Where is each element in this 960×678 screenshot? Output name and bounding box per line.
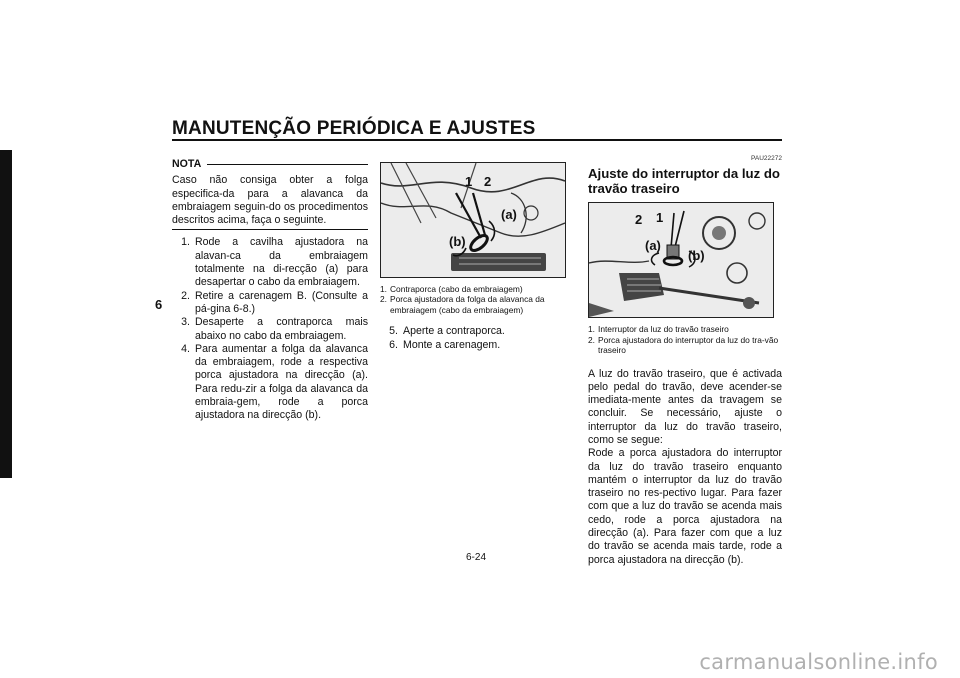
page-number: 6-24 (466, 552, 487, 563)
step-number: 2. (181, 289, 190, 302)
figure1-callout: (a) (501, 207, 517, 222)
caption-text: Porca ajustadora da folga da alavanca da embraiagem (cabo da embraiagem) (390, 294, 545, 315)
step-item (172, 343, 368, 423)
figure2-caption (588, 324, 782, 355)
caption-text: Interruptor da luz do travão traseiro (598, 324, 729, 335)
step-item (380, 325, 574, 338)
step-item (380, 339, 574, 352)
caption-number: 2. (380, 294, 387, 305)
caption-number: 2. (588, 334, 595, 345)
figure2-callout: 2 (635, 212, 643, 228)
step-text: Rode a cavilha ajustadora na alavan-ca da embraiagem totalmente na di-recção (a) para desapertar o cabo da embraiagem. (195, 236, 368, 289)
step-number: 4. (181, 342, 190, 355)
brake-switch-photo (588, 202, 774, 318)
body-paragraph: A luz do travão traseiro, que é activada pelo pedal do travão, deve acender-se imediata-mente antes da travagem se concluir. Se necessário, ajuste o interruptor da luz do travão traseiro, como se segue: (588, 367, 782, 446)
step-text: Monte a carenagem. (403, 338, 501, 351)
watermark: carmanualsonline.info (699, 650, 938, 674)
note-text: Caso não consiga obter a folga especifica-da para a alavanca da embraiagem seguin-do os procedimentos descritos acima, faça o seguinte. (172, 174, 368, 227)
steps-list-2 (380, 325, 574, 352)
note-label: NOTA (172, 158, 202, 170)
page-title: MANUTENÇÃO PERIÓDICA E AJUSTES (172, 118, 536, 139)
figure2-callout: (a) (645, 238, 661, 254)
caption-number: 1. (380, 284, 387, 294)
note-heading (172, 158, 368, 171)
note-heading-rule (207, 164, 368, 165)
caption-number: 1. (588, 324, 595, 335)
brake-switch-illustration (589, 203, 773, 317)
figure1-callout: (b) (449, 234, 466, 249)
step-text: Para aumentar a folga da alavanca da embraiagem, rode a respectiva porca ajustadora na direcção (a). Para redu-zir a folga da alavanca da embraia-gem, rode a porca ajustadora na direcção (b). (195, 342, 368, 422)
clutch-cable-photo (380, 162, 566, 278)
figure1-callout: 2 (484, 174, 492, 189)
right-column (588, 152, 782, 567)
step-item (172, 236, 368, 289)
chapter-tab (0, 150, 12, 478)
section-title: Ajuste do interruptor da luz do travão traseiro (588, 166, 780, 197)
clutch-cable-illustration (381, 163, 565, 277)
step-item (172, 290, 368, 317)
steps-list-1 (172, 236, 368, 422)
title-rule (172, 139, 782, 141)
section-code: PAU22272 (751, 155, 782, 162)
caption-text: Porca ajustadora do interruptor da luz do tra-vão traseiro (598, 334, 779, 356)
step-number: 5. (389, 325, 398, 338)
figure2-callout: 1 (656, 210, 664, 226)
figure1-callout: 1 (465, 174, 473, 189)
figure1-caption (380, 284, 574, 315)
step-item (172, 316, 368, 343)
left-column (172, 158, 368, 423)
caption-text: Contraporca (cabo da embraiagem) (390, 284, 523, 294)
step-number: 1. (181, 236, 190, 249)
chapter-number: 6 (155, 297, 163, 312)
step-number: 3. (181, 316, 190, 329)
step-text: Retire a carenagem B. (Consulte a pá-gina 6-8.) (195, 289, 368, 315)
middle-column (380, 162, 574, 352)
step-text: Desaperte a contraporca mais abaixo no cabo da embraiagem. (195, 316, 368, 342)
figure2-callout: (b) (688, 248, 705, 264)
note-bottom-rule (172, 229, 368, 230)
step-number: 6. (389, 338, 398, 351)
step-text: Aperte a contraporca. (403, 325, 505, 338)
body-paragraph: Rode a porca ajustadora do interruptor da luz do travão traseiro enquanto mantém o interruptor da luz do travão traseiro no res-pectivo lugar. Para fazer com que a luz do travão se acenda mais cedo, rode a porca ajustadora na direcção (a). Para fazer com que a luz do travão se acenda mais tarde, rode a porca ajustadora na direcção (b). (588, 447, 782, 566)
